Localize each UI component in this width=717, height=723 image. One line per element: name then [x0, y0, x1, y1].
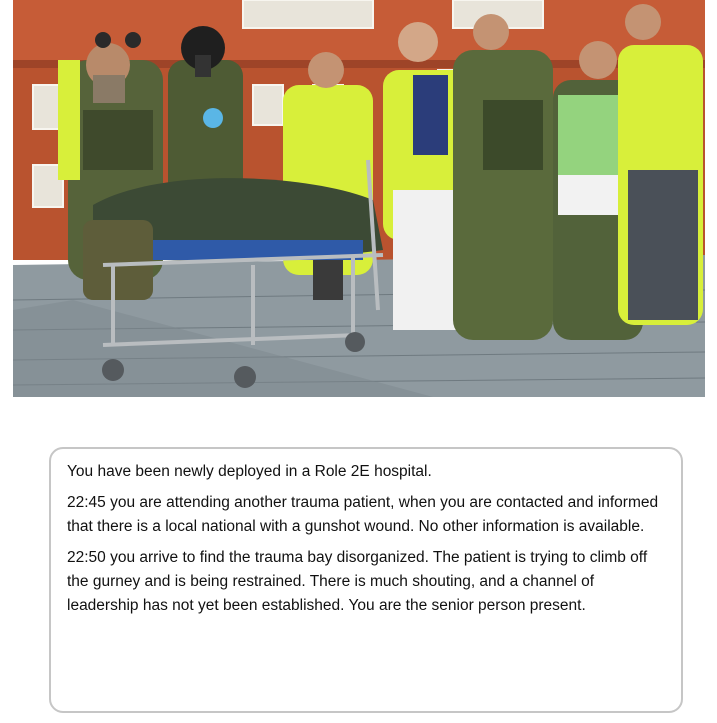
soldier-center-right — [453, 14, 553, 340]
medic-woman-hivis — [283, 52, 373, 300]
scenario-photo-illustration — [13, 0, 705, 397]
scenario-photo — [13, 0, 705, 397]
medic-right-hivis — [618, 4, 703, 325]
scenario-event-2250: 22:50 you arrive to find the trauma bay disorganized. The patient is trying to climb off the gurney and is being restrained. There is much shouting, and a channel of leadership has not yet been established. You are the senior person present. — [67, 549, 648, 614]
scenario-event-2245: 22:45 you are attending another trauma patient, when you are contacted and informed that there is a local national with a gunshot wound. No other information is available. — [67, 494, 659, 535]
scenario-text-box — [49, 447, 683, 713]
scenario-intro: You have been newly deployed in a Role 2E hospital. — [67, 463, 432, 480]
